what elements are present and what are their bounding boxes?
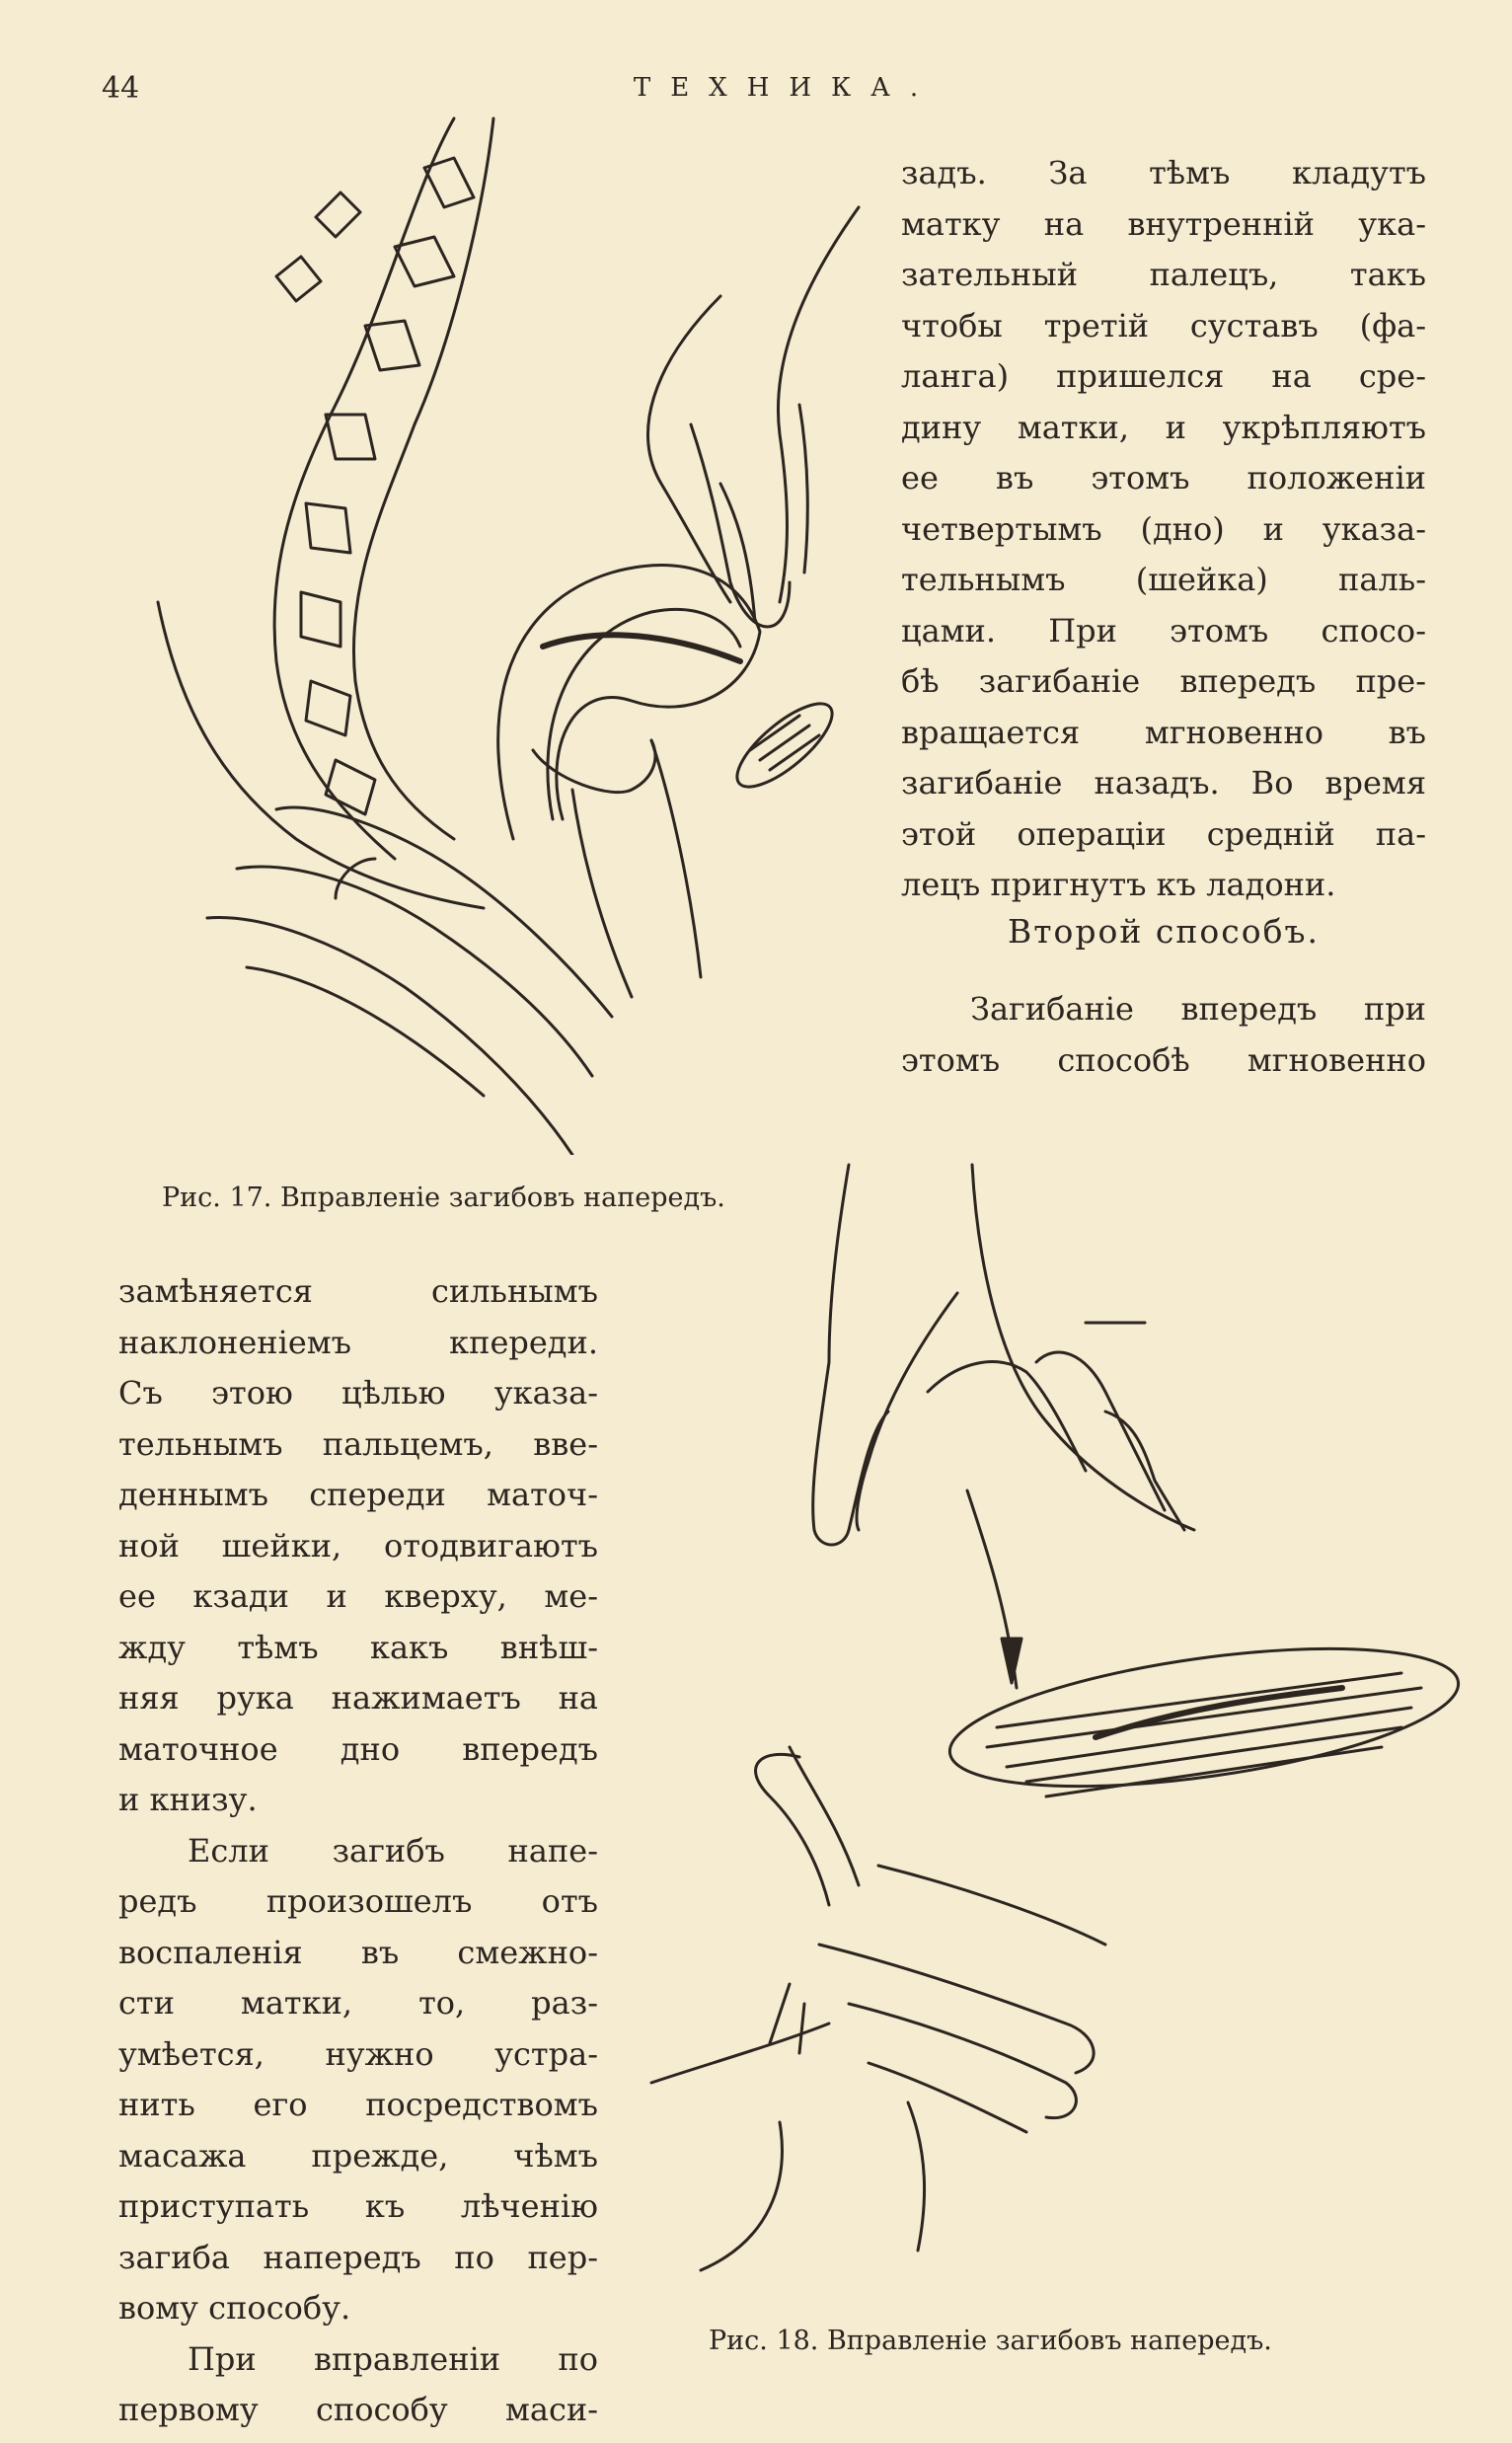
figure-17-illustration (99, 109, 869, 1155)
text-line: лецъ пригнутъ къ ладони. (901, 866, 1336, 903)
text-line: Съ этою цѣлью указа- (118, 1374, 598, 1412)
text-line: воспаленія въ смежно- (118, 1933, 598, 1971)
text-line: тельнымъ (шейка) паль- (901, 561, 1426, 598)
section-heading: Второй способъ. (1008, 912, 1320, 951)
text-line: первому способу маси- (118, 2391, 598, 2428)
figure-17-caption: Рис. 17. Вправленіе загибовъ напередъ. (162, 1183, 725, 1213)
page-number: 44 (102, 71, 140, 106)
text-line: тельнымъ пальцемъ, вве- (118, 1424, 598, 1463)
text-line: няя рука нажимаетъ на (118, 1679, 598, 1717)
text-line: четвертымъ (дно) и указа- (901, 509, 1426, 548)
text-line: жду тѣмъ какъ внѣш- (118, 1628, 598, 1666)
text-line: приступать къ лѣченію (118, 2187, 598, 2225)
text-line: нить его посредствомъ (118, 2086, 598, 2123)
text-line: деннымъ спереди маточ- (118, 1476, 598, 1513)
text-line: маточное дно впередъ (118, 1729, 598, 1768)
text-line: редъ произошелъ отъ (118, 1882, 598, 1920)
text-line: цами. При этомъ спосо- (901, 611, 1426, 649)
text-line: чтобы третій суставъ (фа- (901, 306, 1426, 344)
right-column-text (901, 148, 1426, 911)
running-head: ТЕХНИКА. (633, 73, 939, 103)
text-line: задъ. За тѣмъ кладутъ (901, 154, 1426, 191)
text-line: загиба напередъ по пер- (118, 2238, 598, 2276)
figure-18-illustration (632, 1135, 1480, 2300)
text-line: ной шейки, отодвигаютъ (118, 1526, 598, 1565)
text-line: Загибаніе впередъ при (970, 990, 1426, 1028)
text-line: этомъ способѣ мгновенно (901, 1040, 1426, 1079)
text-line: дину матки, и укрѣпляютъ (901, 408, 1426, 446)
text-line: ее кзади и кверху, ме- (118, 1577, 598, 1615)
text-line: сти матки, то, раз- (118, 1984, 598, 2022)
text-line: вому способу. (118, 2289, 351, 2327)
text-line: ее въ этомъ положеніи (901, 459, 1426, 496)
text-line: и книзу. (118, 1781, 258, 1818)
text-line: масажа прежде, чѣмъ (118, 2136, 598, 2175)
text-line: замѣняется сильнымъ (118, 1272, 598, 1310)
left-column-text (118, 1266, 598, 2436)
text-line: этой операціи средній па- (901, 814, 1426, 853)
text-line: ланга) пришелся на сре- (901, 357, 1426, 395)
text-line: При вправленіи по (188, 2339, 598, 2378)
text-line: наклоненіемъ кпереди. (118, 1323, 598, 1361)
text-line: бѣ загибаніе впередъ пре- (901, 662, 1426, 700)
text-line: зательный палецъ, такъ (901, 256, 1426, 293)
figure-18-caption: Рис. 18. Вправленіе загибовъ напередъ. (709, 2326, 1272, 2356)
paragraph-second-method (901, 984, 1426, 1086)
text-line: Если загибъ напе- (188, 1831, 598, 1870)
text-line: умѣется, нужно устра- (118, 2034, 598, 2073)
text-line: вращается мгновенно въ (901, 713, 1426, 751)
text-line: загибаніе назадъ. Во время (901, 764, 1426, 802)
text-line: матку на внутренній ука- (901, 204, 1426, 243)
